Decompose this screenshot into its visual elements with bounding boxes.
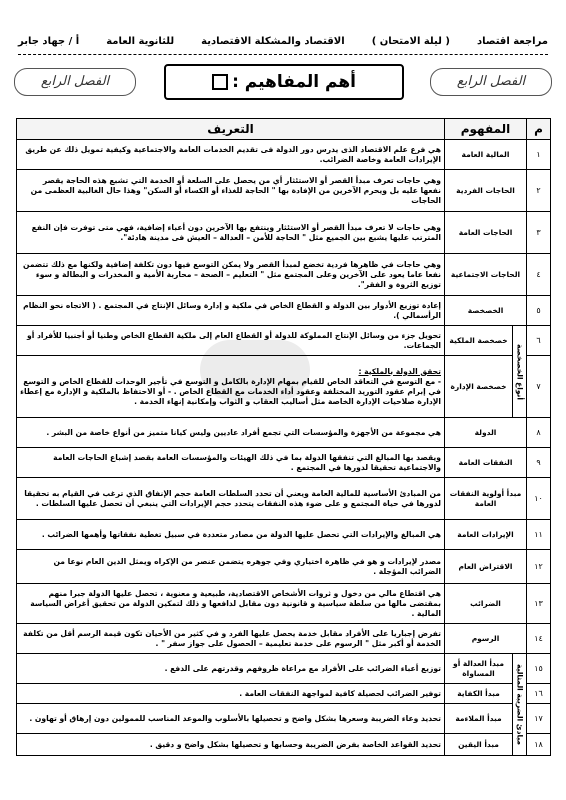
row-concept: الحاجات الفردية xyxy=(445,170,527,212)
table-header-row xyxy=(17,119,551,140)
row-concept: الإيرادات العامة xyxy=(445,520,527,550)
row-number: ١٠ xyxy=(527,478,551,520)
row-definition: تفرض إجباريا على الأفراد مقابل خدمة يحصل عليها الفرد و في كثير من الأحيان تكون قيمة الرسم أقل من تكلفة الخدمة أو أكبر مثل " الرسوم على خدمة تعليمية – الحصول على جواز سفر " . xyxy=(17,624,445,654)
row-concept: الضرائب xyxy=(445,584,527,624)
concepts-title-box xyxy=(164,64,404,100)
principles-group-label: مبادئ الضريبة المثالية xyxy=(513,654,527,756)
page-header xyxy=(18,28,548,55)
row-concept: مبدأ الملاءمة xyxy=(445,704,513,734)
row-number: ٣ xyxy=(527,212,551,254)
table-row xyxy=(17,326,551,356)
row-concept: مبدأ العدالة أو المساواة xyxy=(445,654,513,684)
table-row xyxy=(17,734,551,756)
header-topic: الاقتصاد والمشكلة الاقتصادية xyxy=(201,35,345,47)
row-number: ٢ xyxy=(527,170,551,212)
table-row xyxy=(17,478,551,520)
row-definition: تحويل جزء من وسائل الإنتاج المملوكة للدولة أو القطاع العام إلى ملكية القطاع الخاص وطنيا أو أجنبيا للأفراد أو الجماعات. xyxy=(17,326,445,356)
row-concept: المالية العامة xyxy=(445,140,527,170)
row-concept: خصخصة الإدارة xyxy=(445,356,513,418)
row-concept: الرسوم xyxy=(445,624,527,654)
row-number: ٦ xyxy=(527,326,551,356)
table-row xyxy=(17,140,551,170)
row-definition-heading: تحقق الدولة بالملكية : xyxy=(358,366,441,376)
row-definition: إعادة توزيع الأدوار بين الدولة و القطاع الخاص في ملكية و إدارة وسائل الإنتاج في المجتمع . ( الاتجاه نحو النظام الرأسمالي ). xyxy=(17,296,445,326)
row-concept: الاقتراض العام xyxy=(445,550,527,584)
row-definition: مصدر لإيرادات و هو في ظاهرة اختياري وفي جوهره يتضمن عنصر من الإكراه ويمثل الدين العام نوعا من الضرائب المؤجلة . xyxy=(17,550,445,584)
chapter-label-left: الفصل الرابع xyxy=(14,68,136,96)
row-number: ١٦ xyxy=(527,684,551,704)
row-definition: وهي حاجات لا تعرف مبدأ القصر أو الاستئثار وينتفع بها الآخرين دون أعباء إضافية، فهي متى توفرت فإن النفع المترتب عليها يشبع بين الجميع مثل " الحاجة للأمن – العدالة – العيش فى مدينة هادئة". xyxy=(17,212,445,254)
concepts-banner xyxy=(14,64,552,100)
row-number: ٥ xyxy=(527,296,551,326)
row-definition: من المبادئ الأساسية للمالية العامة ويعني أن تحدد السلطات العامة حجم الإنفاق الذي ترغب في القيام به تحقيقا لدورها في حياة المجتمع و على ضوء هذه النفقات يتحدد حجم الإيرادات التي ينبغي أن تحصل عليها السلطات . xyxy=(17,478,445,520)
concepts-table xyxy=(16,118,551,756)
header-definition: التعريف xyxy=(17,119,445,140)
row-definition: تحديد وعاء الضريبة وسعرها بشكل واضح و تحصيلها بالأسلوب والموعد المناسب للممولين دون إرهاق أو تهاون . xyxy=(17,704,445,734)
row-concept: مبدأ أولوية النفقات العامة xyxy=(445,478,527,520)
header-number: م xyxy=(527,119,551,140)
checkbox-square-icon xyxy=(212,74,228,90)
row-definition: هي فرع علم الاقتصاد الذى يدرس دور الدولة فى تقديم الخدمات العامة والاجتماعية وكيفية تمويل ذلك عن طريق الإيرادات العامة وخاصة الضرائب. xyxy=(17,140,445,170)
row-concept: الحاجات العامة xyxy=(445,212,527,254)
row-number: ٨ xyxy=(527,418,551,448)
row-concept: النفقات العامة xyxy=(445,448,527,478)
row-number: ١١ xyxy=(527,520,551,550)
row-number: ١٢ xyxy=(527,550,551,584)
row-number: ١ xyxy=(527,140,551,170)
row-definition: تحديد القواعد الخاصة بفرض الضريبة وحسابها و تحصيلها بشكل واضح و دقيق . xyxy=(17,734,445,756)
row-definition: وهي حاجات تعرف مبدأ القصر أو الاستئثار أي من يحصل على السلعة أو الخدمة التي تشبع هذه الحاجة يقصر نفعها عليه بل ويحرم الآخرين من الإفادة بها " الحاجة للغذاء أو الكساء أو السكن" وهذا حال الغالبية العظمى من الحاجات xyxy=(17,170,445,212)
table-row xyxy=(17,254,551,296)
table-row xyxy=(17,550,551,584)
row-concept: مبدأ اليقين xyxy=(445,734,513,756)
table-row xyxy=(17,356,551,418)
row-definition xyxy=(17,356,445,418)
row-definition-body: - مع التوسع في التعاقد الخاص للقيام بمهام الإدارة بالكامل و التوسع في تأجير الوحدات للقطاع الخاص و التوسع في إبرام عقود التوريد المختلفة وعقود أداء الخدمات مع القطاع الخاص . - أو الاحتفاظ بالملكية و الإدارة مع إعطاء الإدارة صلاحيات الإدارة الخاصة مثل أساليب العقاب و الثواب وإمكانية إنهاء الخدمة . xyxy=(20,376,441,406)
row-concept: الحاجات الاجتماعية xyxy=(445,254,527,296)
row-definition: ويقصد بها المبالغ التي تنفقها الدولة بما في ذلك الهيئات والمؤسسات العامة بقصد إشباع الحاجات العامة والاجتماعية تحقيقا لدورها في المجتمع . xyxy=(17,448,445,478)
table-row xyxy=(17,654,551,684)
table-row xyxy=(17,448,551,478)
row-number: ١٧ xyxy=(527,704,551,734)
row-number: ٤ xyxy=(527,254,551,296)
row-number: ٧ xyxy=(527,356,551,418)
table-row xyxy=(17,418,551,448)
row-number: ١٨ xyxy=(527,734,551,756)
table-row xyxy=(17,704,551,734)
row-concept: الدولة xyxy=(445,418,527,448)
row-definition: هي اقتطاع مالي من دخول و ثروات الأشخاص الاقتصادية، طبيعية و معنوية ، تحصل عليها الدولة جبرا منهم بمقتضى مالها من سلطة سياسية و قانونية دون مقابل لدافعها و ذلك لتمكين الدولة من تحقيق أغراض السياسة المالية . xyxy=(17,584,445,624)
table-row xyxy=(17,624,551,654)
concepts-title: أهم المفاهيم : xyxy=(232,72,356,92)
table-row xyxy=(17,296,551,326)
row-definition: توفير الضرائب لحصيلة كافية لمواجهة النفقات العامة . xyxy=(17,684,445,704)
row-number: ٩ xyxy=(527,448,551,478)
row-number: ١٤ xyxy=(527,624,551,654)
row-definition: توزيع أعباء الضرائب على الأفراد مع مراعاة ظروفهم وقدرتهم على الدفع . xyxy=(17,654,445,684)
table-row xyxy=(17,212,551,254)
table-row xyxy=(17,520,551,550)
header-teacher: أ / جهاد جابر xyxy=(18,35,80,47)
header-grade: للثانوية العامة xyxy=(106,35,175,47)
privatization-group-label: أنواع الخصخصة xyxy=(513,326,527,418)
row-concept: خصخصة الملكية xyxy=(445,326,513,356)
table-row xyxy=(17,584,551,624)
chapter-label-right: الفصل الرابع xyxy=(430,68,552,96)
row-concept: الخصخصة xyxy=(445,296,527,326)
table-row xyxy=(17,170,551,212)
row-definition: هي المبالغ والإيرادات التي تحصل عليها الدولة من مصادر متعددة في سبيل تغطية نفقاتها وأهمها الضرائب . xyxy=(17,520,445,550)
header-subject: مراجعة اقتصاد xyxy=(476,35,548,47)
table-row xyxy=(17,684,551,704)
row-number: ١٥ xyxy=(527,654,551,684)
row-number: ١٣ xyxy=(527,584,551,624)
row-concept: مبدأ الكفاية xyxy=(445,684,513,704)
header-concept: المفهوم xyxy=(445,119,527,140)
header-night: ( ليلة الامتحان ) xyxy=(371,35,450,47)
row-definition: هي مجموعة من الأجهزة والمؤسسات التي تجمع أفراد عاديين وليس كيانا متميز من أنواع خاصة من البشر . xyxy=(17,418,445,448)
row-definition: وهي حاجات في ظاهرها فردية تخضع لمبدأ القصر ولا يمكن التوسع فيها دون تكلفة إضافية ولكنها مع ذلك تتضمن نفعا عاما يعود على الآخرين وعلى المجتمع مثل " التعليم – الصحة – محاربة الأمية و المخدرات و البطالة و سوء توزيع الثروة و الفقر". xyxy=(17,254,445,296)
